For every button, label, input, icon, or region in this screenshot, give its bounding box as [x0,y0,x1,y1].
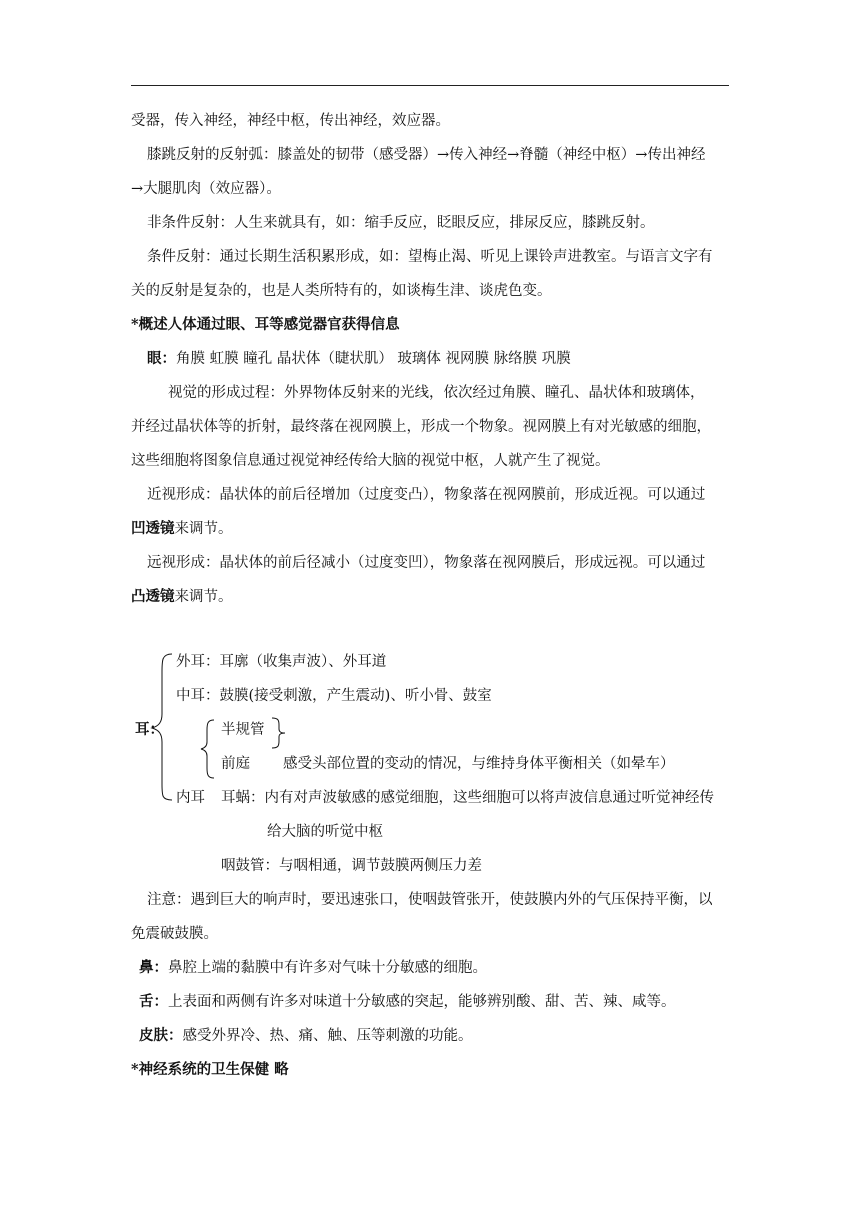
nose-text: 鼻腔上端的黏膜中有许多对气味十分敏感的细胞。 [168,960,487,976]
text-line: 视觉的形成过程：外界物体反射来的光线，依次经过角膜、瞳孔、晶状体和玻璃体， [168,385,705,401]
cochlea-continued: 给大脑的听觉中枢 [267,824,383,840]
text-line [131,519,233,539]
semicircular-canals: 半规管 [221,722,265,738]
balance-brace [269,716,289,750]
text-line [131,587,233,607]
section-heading: *神经系统的卫生保健 略 [131,1061,289,1078]
eustachian-tube: 咽鼓管：与咽相通，调节鼓膜两侧压力差 [221,858,482,874]
text-span: 来调节。 [174,589,233,605]
skin-label: 皮肤： [139,1027,183,1044]
outer-ear: 外耳：耳廓（收集声波）、外耳道 [176,654,387,670]
skin-text: 感受外界冷、热、痛、触、压等刺激的功能。 [182,1028,473,1044]
text-line: 免震破鼓膜。 [131,926,218,942]
text-line: 受器，传入神经，神经中枢，传出神经，效应器。 [131,113,450,129]
tongue-text: 上表面和两侧有许多对味道十分敏感的突起，能够辨别酸、甜、苦、辣、咸等。 [168,994,676,1010]
vestibule: 前庭 [221,756,250,772]
text-line: 这些细胞将图象信息通过视觉神经传给大脑的视觉中枢，人就产生了视觉。 [131,453,610,469]
balance-description: 感受头部位置的变动的情况，与维持身体平衡相关（如晕车） [283,756,675,772]
section-heading: *概述人体通过眼、耳等感觉器官获得信息 [131,316,400,333]
bold-term: 凸透镜 [131,588,175,605]
ear-label: 耳： [135,721,164,738]
eye-label: 眼： [147,350,176,367]
nose-line [139,958,487,978]
text-line: →大腿肌肉（效应器）。 [131,181,281,197]
text-line: 膝跳反射的反射弧：膝盖处的韧带（感受器）→传入神经→脊髓（神经中枢）→传出神经 [147,147,706,163]
text-line: 关的反射是复杂的，也是人类所特有的，如谈梅生津、谈虎色变。 [131,283,552,299]
text-line: 非条件反射：人生来就具有，如：缩手反应，眨眼反应，排尿反应，膝跳反射。 [147,215,655,231]
eye-line [147,349,571,369]
text-line: 远视形成：晶状体的前后径减小（过度变凹），物象落在视网膜后，形成远视。可以通过 [147,555,706,571]
text-line: 注意：遇到巨大的响声时，要迅速张口，使咽鼓管张开，使鼓膜内外的气压保持平衡，以 [147,892,713,908]
middle-ear: 中耳：鼓膜(接受刺激，产生震动)、听小骨、鼓室 [176,688,492,704]
text-span: 来调节。 [174,521,233,537]
cochlea: 耳蜗：内有对声波敏感的感觉细胞，这些细胞可以将声波信息通过听觉神经传 [221,790,714,806]
bold-term: 凹透镜 [131,520,175,537]
tongue-line [139,992,676,1012]
skin-line [139,1026,473,1046]
text-line: 条件反射：通过长期生活积累形成，如：望梅止渴、听见上课铃声进教室。与语言文字有 [147,249,713,265]
nose-label: 鼻： [139,959,168,976]
text-line: 并经过晶状体等的折射，最终落在视网膜上，形成一个物象。视网膜上有对光敏感的细胞， [131,419,711,435]
tongue-label: 舌： [139,993,168,1010]
text-line: 近视形成：晶状体的前后径增加（过度变凸），物象落在视网膜前，形成近视。可以通过 [147,487,706,503]
inner-ear-label: 内耳 [176,790,205,806]
eye-parts: 角膜 虹膜 瞳孔 晶状体（睫状肌） 玻璃体 视网膜 脉络膜 巩膜 [176,351,571,367]
header-rule [131,85,729,86]
inner-ear-brace [198,718,218,780]
